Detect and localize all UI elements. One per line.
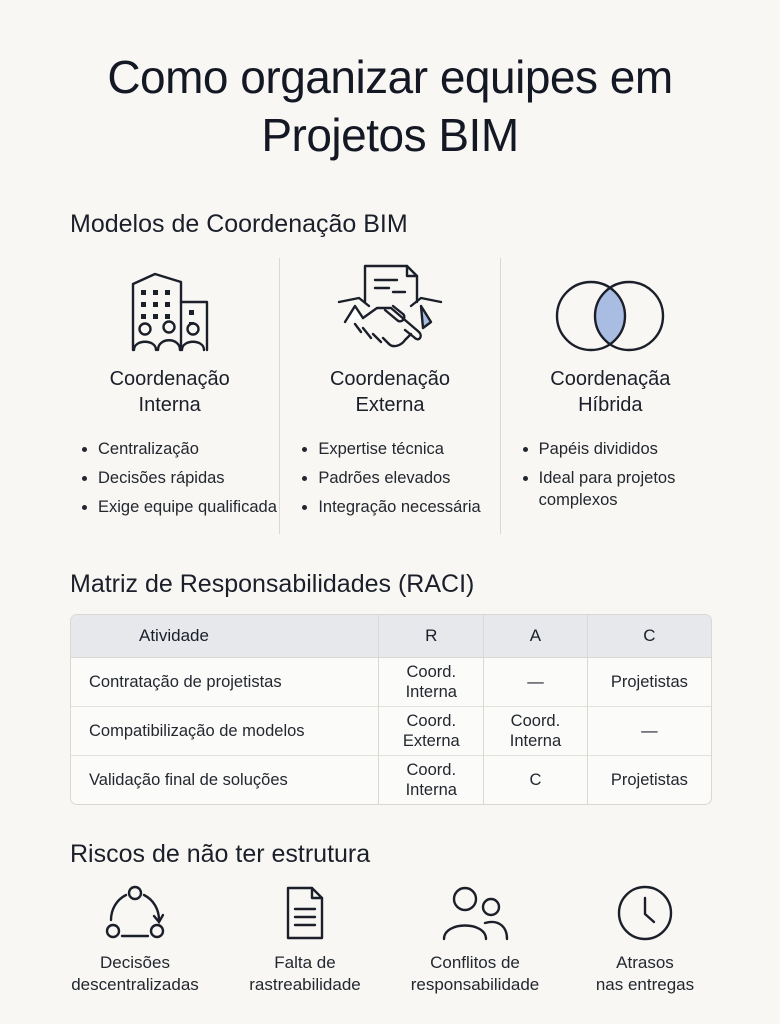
clock-icon [560,880,730,946]
risk-label: Conflitos de responsabilidade [410,953,540,994]
cell-a: Coord. Interna [484,706,588,755]
model-bullets [501,438,720,511]
models-section-title: Modelos de Coordenação BIM [70,210,408,238]
cycle-nodes-icon [50,880,220,946]
risk-label: Atrasos nas entregas [595,953,695,994]
table-row [71,657,711,706]
bullet-item: Padrões elevados [302,467,499,489]
risk-item [390,880,560,996]
cell-a: C [484,755,588,804]
bullet-item: Ideal para projetos complexos [523,467,720,511]
table-row [71,755,711,804]
title-line-2: Projetos BIM [261,109,519,161]
cell-c: Projetistas [587,755,711,804]
table-header-row [71,615,711,657]
risk-item [220,880,390,996]
document-icon [220,880,390,946]
risks-list [50,880,730,996]
cell-r: Coord. Interna [379,657,484,706]
model-bullets [280,438,499,518]
cell-a: — [484,657,588,706]
risks-section-title: Riscos de não ter estrutura [70,840,371,868]
raci-table [70,614,712,805]
raci-section-title: Matriz de Responsabilidades (RACI) [70,570,475,598]
model-internal [60,258,279,534]
venn-diagram-icon [501,258,720,356]
cell-activity: Compatibilização de modelos [71,706,379,755]
header-c: C [587,615,711,657]
risk-label: Decisões descentralizadas [71,953,199,994]
building-team-icon [60,258,279,356]
header-a: A [484,615,588,657]
handshake-document-icon [280,258,499,356]
cell-c: Projetistas [587,657,711,706]
model-name: Coordenaçãa Híbrida [550,368,671,416]
model-external [279,258,499,534]
model-hybrid [500,258,720,534]
model-name: Coordenação Interna [109,368,230,416]
bullet-item: Decisões rápidas [82,467,279,489]
risk-item [50,880,220,996]
cell-r: Coord. Externa [379,706,484,755]
cell-activity: Contratação de projetistas [71,657,379,706]
model-name: Coordenação Externa [329,368,451,416]
title-line-1: Como organizar equipes em [107,51,673,103]
bullet-item: Integração necessária [302,496,499,518]
people-icon [390,880,560,946]
model-bullets [60,438,279,518]
bullet-item: Exige equipe qualificada [82,496,279,518]
bullet-item: Expertise técnica [302,438,499,460]
page-title [0,48,780,164]
cell-r: Coord. Interna [379,755,484,804]
bullet-item: Papéis divididos [523,438,720,460]
header-r: R [379,615,484,657]
risk-label: Falta de rastreabilidade [249,953,361,994]
bullet-item: Centralização [82,438,279,460]
risk-item [560,880,730,996]
cell-c: — [587,706,711,755]
table-row [71,706,711,755]
cell-activity: Validação final de soluções [71,755,379,804]
header-activity: Atividade [71,615,379,657]
coordination-models [60,258,720,534]
